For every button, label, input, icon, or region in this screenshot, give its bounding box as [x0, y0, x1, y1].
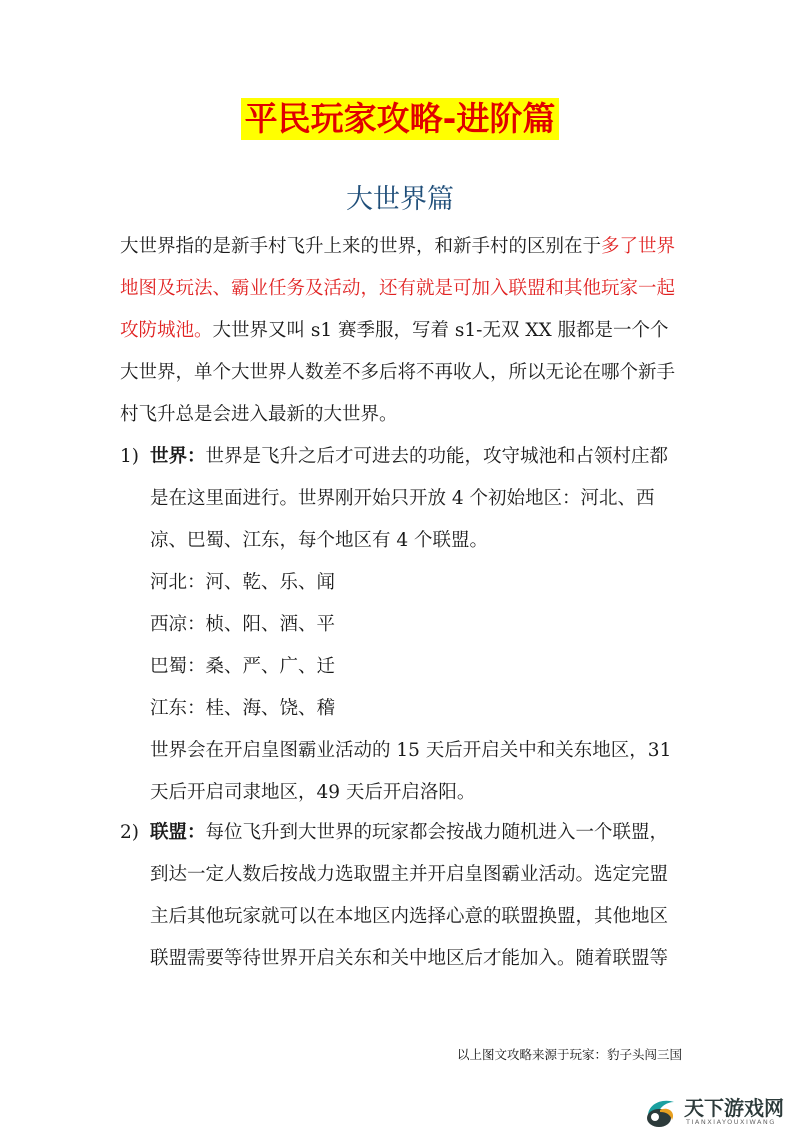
section-text: 每位飞升到大世界的玩家都会按战力随机进入一个联盟，到达一定人数后按战力选取盟主并开启皇图霸业活动。选定完盟主后其他玩家就可以在本地区内选择心意的联盟换盟，其他地区联盟需要等待世界开启关东和关中地区后才能加入。随着联盟等 [150, 822, 669, 969]
section-number: 1) [120, 446, 139, 467]
section-world [120, 436, 686, 814]
page-title: 平民玩家攻略-进阶篇 [241, 98, 560, 140]
intro-text-highlight: 多了世界地图及玩法、霸业任务及活动，还有就是可加入联盟和其他玩家一起攻防城池。 [120, 236, 676, 341]
title-wrap [0, 98, 800, 140]
logo-mark-icon [640, 1094, 680, 1130]
intro-paragraph [120, 226, 686, 436]
section-tail: 世界会在开启皇图霸业活动的 15 天后开启关中和关东地区，31 天后开启司隶地区，49 天后开启洛阳。 [150, 740, 672, 803]
region-line: 西凉：桢、阳、酒、平 [150, 614, 336, 635]
section-alliance [120, 812, 686, 980]
region-line: 河北：河、乾、乐、闻 [150, 572, 336, 593]
logo-text: 天下游戏网 [684, 1096, 784, 1120]
section-text: 世界是飞升之后才可进去的功能，攻守城池和占领村庄都是在这里面进行。世界刚开始只开放 4 个初始地区：河北、西凉、巴蜀、江东，每个地区有 4 个联盟。 [150, 446, 669, 551]
intro-text-plain: 大世界指的是新手村飞升上来的世界，和新手村的区别在于 [120, 236, 602, 257]
source-note: 以上图文攻略来源于玩家：豹子头闯三国 [456, 1047, 682, 1062]
region-line: 巴蜀：桑、严、广、迁 [150, 656, 336, 677]
section-label: 世界： [150, 446, 206, 467]
intro-text-rest: 大世界又叫 s1 赛季服，写着 s1-无双 XX 服都是一个个大世界，单个大世界人数差不多后将不再收人，所以无论在哪个新手村飞升总是会进入最新的大世界。 [120, 320, 676, 425]
region-line: 江东：桂、海、饶、稽 [150, 698, 336, 719]
section-body [150, 436, 686, 814]
site-logo [640, 1092, 800, 1131]
section-label: 联盟： [150, 822, 206, 843]
section-body [150, 812, 686, 980]
section-heading: 大世界篇 [346, 184, 454, 215]
logo-subtext: TIANXIAYOUXIWANG [686, 1118, 776, 1126]
section-number: 2) [120, 822, 139, 843]
